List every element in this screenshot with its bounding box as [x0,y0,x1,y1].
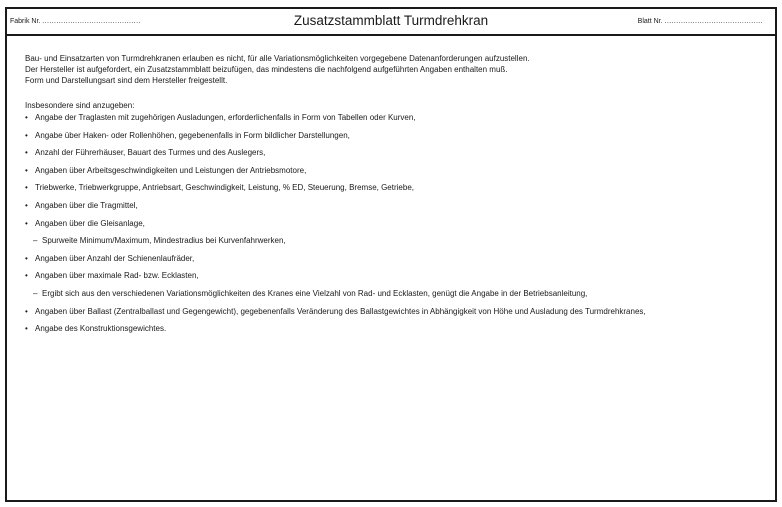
bullet-marker: • [25,253,28,263]
bullet-marker: • [25,306,28,316]
page-title: Zusatzstammblatt Turmdrehkran [293,13,489,28]
list-item [25,164,765,182]
bullet-marker: • [25,130,28,140]
form-body [25,53,765,340]
list-item [25,305,765,323]
sheet-number-dots: .......................................... [664,18,763,25]
list-item [25,129,765,147]
sub-list-item [25,234,765,252]
dash-marker: – [33,288,38,298]
list-item-text: Triebwerke, Triebwerkgruppe, Antriebsart, Geschwindigkeit, Leistung, % ED, Steuerung, Bremse, Getriebe, [35,183,414,193]
list-item [25,199,765,217]
list-item [25,252,765,270]
list-item-text: Angaben über die Tragmittel, [35,200,138,210]
list-item-text: Ergibt sich aus den verschiedenen Variationsmöglichkeiten des Kranes eine Vielzahl von Rad- und Ecklasten, genügt die Angabe in der Betriebsanleitung, [42,288,588,298]
list-item [25,111,765,129]
sub-list-item [25,287,765,305]
list-item-text: Angaben über Arbeitsgeschwindigkeiten und Leistungen der Antriebsmotore, [35,165,307,175]
list-item-text: Angaben über Anzahl der Schienenlaufräder, [35,253,195,263]
form-sheet [5,7,777,502]
requirements-list [25,111,765,340]
sheet-number-field [638,18,763,25]
list-item [25,146,765,164]
intro-paragraph [25,53,765,86]
list-heading: Insbesondere sind anzugeben: [25,101,135,110]
bullet-marker: • [25,271,28,281]
list-item [25,181,765,199]
list-item-text: Angaben über Ballast (Zentralballast und Gegengewicht), gegebenenfalls Veränderung des Ballastgewichtes in Abhängigkeit von Höhe und Ausladung des Turmdrehkranes, [35,306,646,316]
intro-line: Form und Darstellungsart sind dem Hersteller freigestellt. [25,76,228,85]
bullet-marker: • [25,148,28,158]
intro-line: Bau- und Einsatzarten von Turmdrehkranen erlauben es nicht, für alle Variationsmöglichkeiten vorgegebene Datenanforderungen aufzustellen. [25,54,530,63]
list-item [25,217,765,235]
bullet-marker: • [25,183,28,193]
list-item-text: Angabe des Konstruktionsgewichtes. [35,324,167,334]
list-item-text: Angabe der Traglasten mit zugehörigen Ausladungen, erforderlichenfalls in Form von Tabellen oder Kurven, [35,113,416,122]
factory-number-label: Fabrik Nr. [10,18,41,25]
list-item [25,269,765,287]
list-item-text: Spurweite Minimum/Maximum, Mindestradius bei Kurvenfahrwerken, [42,236,286,246]
bullet-marker: • [25,165,28,175]
bullet-marker: • [25,113,28,122]
factory-number-dots: .......................................... [42,18,141,25]
bullet-marker: • [25,218,28,228]
list-item-text: Angaben über maximale Rad- bzw. Ecklasten, [35,271,199,281]
bullet-marker: • [25,324,28,334]
list-item-text: Anzahl der Führerhäuser, Bauart des Turmes und des Auslegers, [35,148,266,158]
list-item-text: Angaben über die Gleisanlage, [35,218,145,228]
list-item-text: Angabe über Haken- oder Rollenhöhen, gegebenenfalls in Form bildlicher Darstellungen, [35,130,350,140]
form-header [7,9,775,36]
intro-line: Der Hersteller ist aufgefordert, ein Zusatzstammblatt beizufügen, das mindestens die nachfolgend aufgeführten Angaben enthalten muß. [25,65,508,74]
list-item [25,322,765,340]
bullet-marker: • [25,200,28,210]
sheet-number-label: Blatt Nr. [637,18,663,25]
dash-marker: – [33,236,38,246]
